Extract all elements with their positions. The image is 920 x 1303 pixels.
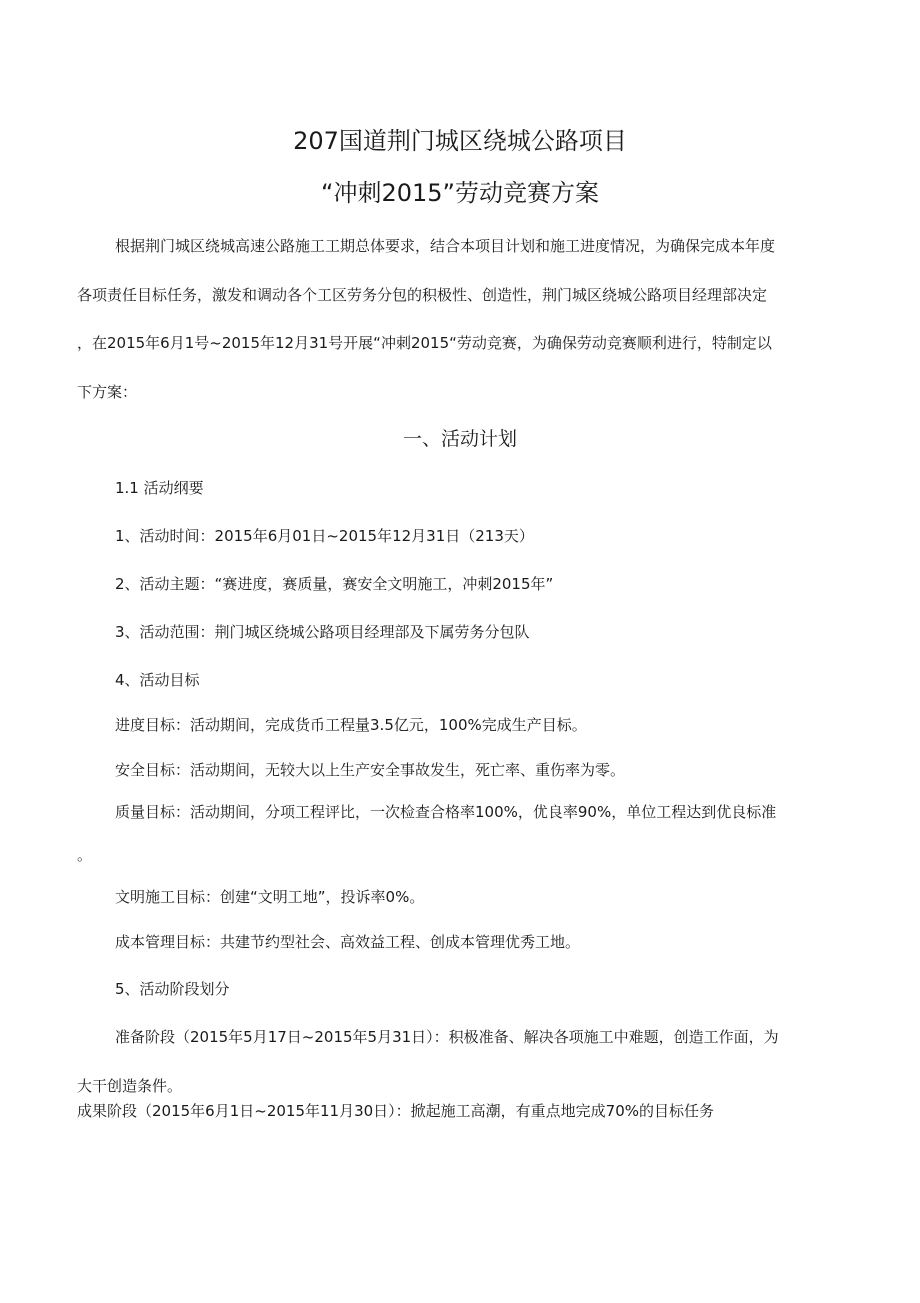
subsection-outline: 1.1 活动纲要 [115, 479, 204, 497]
goal-safety: 安全目标：活动期间，无较大以上生产安全事故发生，死亡率、重伤率为零。 [115, 761, 626, 779]
stages-heading: 5、活动阶段划分 [115, 980, 230, 998]
goal-quality-line-2: 。 [77, 846, 93, 864]
item-activity-theme: 2、活动主题：“赛进度，赛质量，赛安全文明施工，冲刺2015年” [115, 575, 554, 593]
intro-line-3: ，在2015年6月1号~2015年12月31号开展“冲刺2015“劳动竞赛，为确保劳动竞赛顺利进行，特制定以 [77, 334, 772, 352]
intro-line-1: 根据荆门城区绕城高速公路施工工期总体要求，结合本项目计划和施工进度情况，为确保完成本年度 [115, 237, 776, 255]
stage-result: 成果阶段（2015年6月1日~2015年11月30日）：掀起施工高潮，有重点地完成70%的目标任务 [77, 1102, 715, 1120]
item-activity-scope: 3、活动范围：荆门城区绕城公路项目经理部及下属劳务分包队 [115, 623, 530, 641]
intro-line-2: 各项责任目标任务，激发和调动各个工区劳务分包的积极性、创造性，荆门城区绕城公路项目经理部决定 [77, 286, 768, 304]
document-title-line-1: 207国道荆门城区绕城公路项目 [293, 127, 627, 155]
goal-progress: 进度目标：活动期间，完成货币工程量3.5亿元，100%完成生产目标。 [115, 716, 587, 734]
stage-preparation-line-2: 大干创造条件。 [77, 1077, 183, 1095]
stage-preparation-line-1: 准备阶段（2015年5月17日~2015年5月31日）：积极准备、解决各项施工中难题，创造工作面，为 [115, 1028, 779, 1046]
section-heading-activity-plan: 一、活动计划 [402, 428, 517, 450]
intro-line-4: 下方案： [77, 383, 138, 401]
item-activity-time: 1、活动时间：2015年6月01日~2015年12月31日（213天） [115, 527, 534, 545]
goal-civilized-construction: 文明施工目标：创建“文明工地”，投诉率0%。 [115, 888, 425, 906]
goal-quality-line-1: 质量目标：活动期间，分项工程评比，一次检查合格率100%，优良率90%，单位工程达到优良标准 [115, 803, 777, 821]
document-title-line-2: “冲刺2015”劳动竞赛方案 [321, 179, 599, 207]
item-activity-goals: 4、活动目标 [115, 671, 200, 689]
goal-cost-management: 成本管理目标：共建节约型社会、高效益工程、创成本管理优秀工地。 [115, 933, 581, 951]
